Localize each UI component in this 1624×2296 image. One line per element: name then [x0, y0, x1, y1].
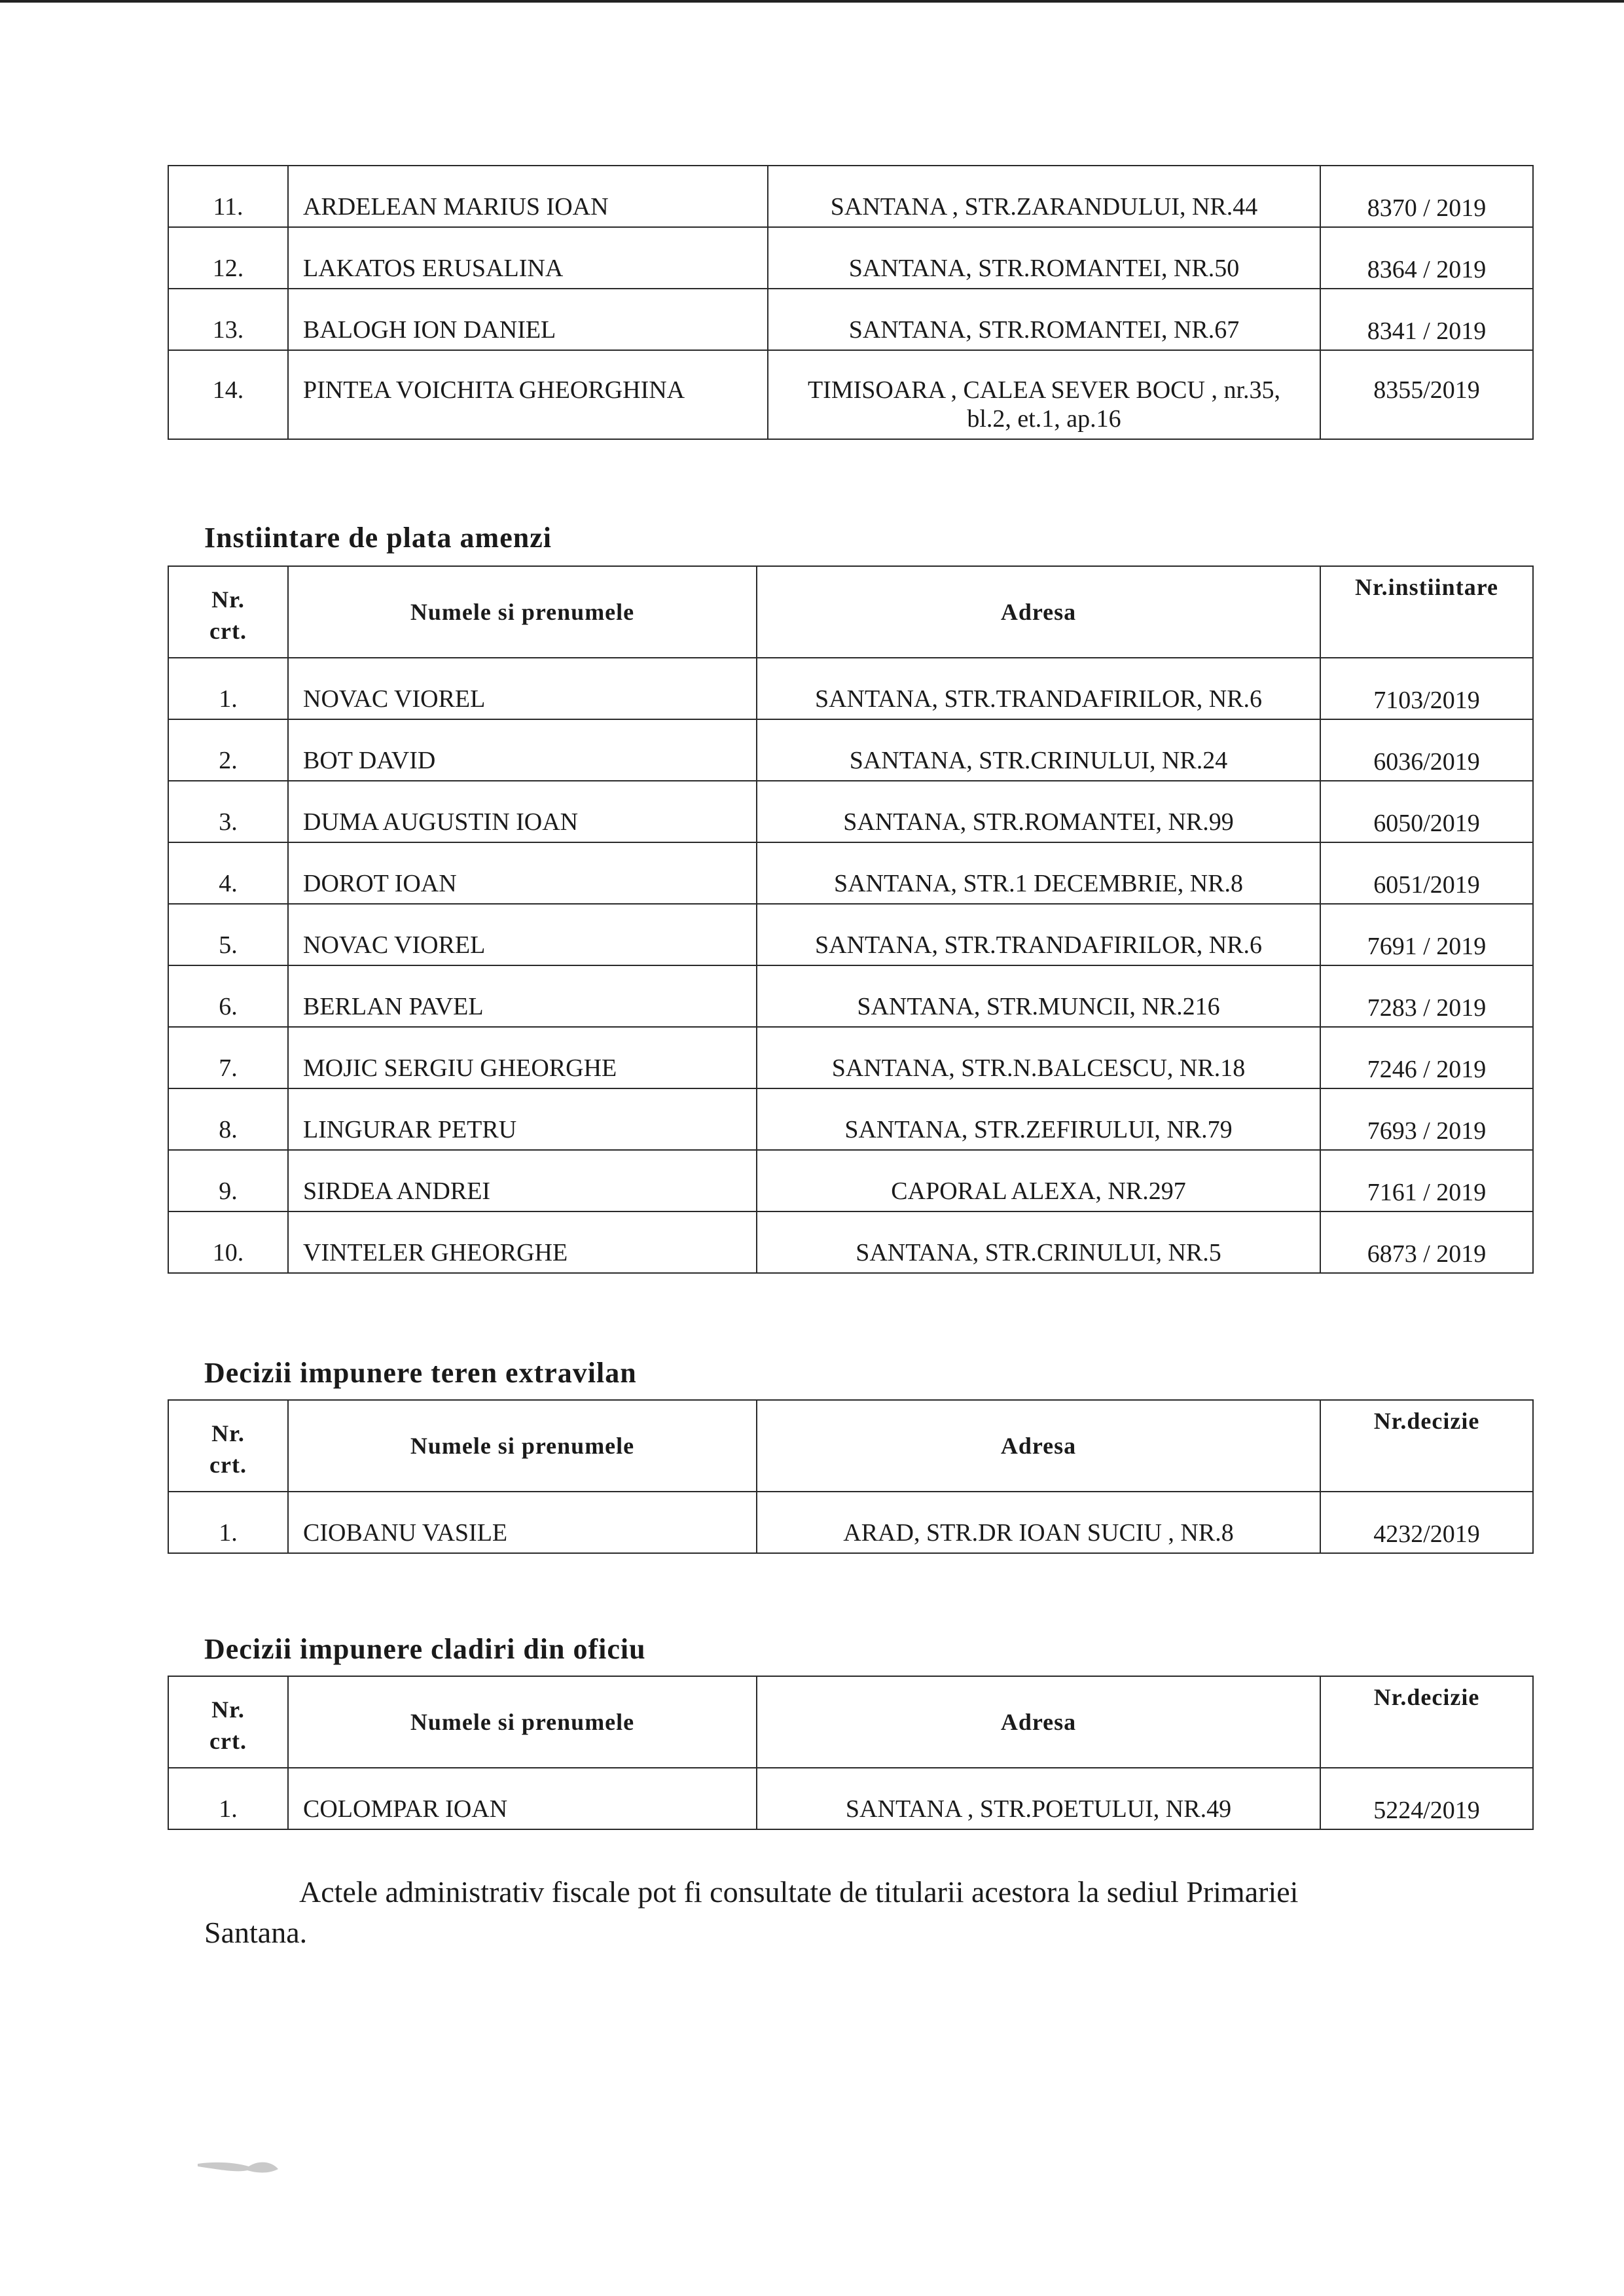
- row-address: SANTANA, STR.TRANDAFIRILOR, NR.6: [757, 904, 1320, 965]
- row-number: 8364 / 2019: [1320, 227, 1533, 289]
- row-nr: 14.: [168, 350, 288, 439]
- table-row: [168, 1088, 1533, 1150]
- row-number: 7693 / 2019: [1320, 1088, 1533, 1150]
- row-nr: 13.: [168, 289, 288, 350]
- table-row: [168, 719, 1533, 781]
- table-header-row: [168, 1400, 1533, 1492]
- table-teren: [168, 1399, 1534, 1554]
- row-nr: 10.: [168, 1211, 288, 1273]
- closing-line-2: Santana.: [204, 1916, 308, 1949]
- page-top-border: [0, 0, 1624, 3]
- header-nr: [168, 566, 288, 658]
- row-name: NOVAC VIOREL: [288, 904, 757, 965]
- row-name: SIRDEA ANDREI: [288, 1150, 757, 1211]
- table-amenzi: [168, 565, 1534, 1274]
- row-number: 4232/2019: [1320, 1492, 1533, 1553]
- header-nr-line2: crt.: [209, 1728, 247, 1754]
- row-number: 7103/2019: [1320, 658, 1533, 719]
- row-number: 7246 / 2019: [1320, 1027, 1533, 1088]
- row-number: 6050/2019: [1320, 781, 1533, 842]
- row-number: 7161 / 2019: [1320, 1150, 1533, 1211]
- table-cladiri: [168, 1676, 1534, 1830]
- row-number: 8355/2019: [1320, 350, 1533, 439]
- header-name: Numele si prenumele: [288, 1676, 757, 1768]
- row-name: BERLAN PAVEL: [288, 965, 757, 1027]
- row-nr: 7.: [168, 1027, 288, 1088]
- row-address: ARAD, STR.DR IOAN SUCIU , NR.8: [757, 1492, 1320, 1553]
- table-row: [168, 1492, 1533, 1553]
- address-line-2: bl.2, et.1, ap.16: [967, 405, 1121, 433]
- row-address: SANTANA, STR.ROMANTEI, NR.99: [757, 781, 1320, 842]
- row-number: 8341 / 2019: [1320, 289, 1533, 350]
- table-row: [168, 227, 1533, 289]
- row-nr: 1.: [168, 658, 288, 719]
- header-nr: [168, 1676, 288, 1768]
- closing-paragraph: [204, 1872, 1448, 1949]
- row-number: 6036/2019: [1320, 719, 1533, 781]
- row-address: SANTANA, STR.1 DECEMBRIE, NR.8: [757, 842, 1320, 904]
- table-row: [168, 781, 1533, 842]
- table-row: [168, 289, 1533, 350]
- header-number: Nr.instiintare: [1320, 566, 1533, 658]
- row-number: 6873 / 2019: [1320, 1211, 1533, 1273]
- row-name: MOJIC SERGIU GHEORGHE: [288, 1027, 757, 1088]
- row-address: SANTANA, STR.N.BALCESCU, NR.18: [757, 1027, 1320, 1088]
- row-address: SANTANA, STR.TRANDAFIRILOR, NR.6: [757, 658, 1320, 719]
- row-nr: 2.: [168, 719, 288, 781]
- row-address: SANTANA , STR.ZARANDULUI, NR.44: [768, 166, 1320, 227]
- row-nr: 6.: [168, 965, 288, 1027]
- row-name: LAKATOS ERUSALINA: [288, 227, 768, 289]
- row-name: ARDELEAN MARIUS IOAN: [288, 166, 768, 227]
- table-header-row: [168, 1676, 1533, 1768]
- row-name: BALOGH ION DANIEL: [288, 289, 768, 350]
- row-address: SANTANA, STR.ROMANTEI, NR.50: [768, 227, 1320, 289]
- row-number: 7691 / 2019: [1320, 904, 1533, 965]
- closing-line-1: Actele administrativ fiscale pot fi consultate de titularii acestora la sediul Primariei: [299, 1875, 1299, 1909]
- header-nr-line2: crt.: [209, 618, 247, 644]
- row-address: SANTANA, STR.CRINULUI, NR.5: [757, 1211, 1320, 1273]
- row-nr: 1.: [168, 1768, 288, 1829]
- row-name: LINGURAR PETRU: [288, 1088, 757, 1150]
- section-title-amenzi: Instiintare de plata amenzi: [204, 522, 552, 554]
- row-name: DOROT IOAN: [288, 842, 757, 904]
- section-title-teren: Decizii impunere teren extravilan: [204, 1357, 637, 1389]
- row-name: NOVAC VIOREL: [288, 658, 757, 719]
- header-address: Adresa: [757, 1676, 1320, 1768]
- row-nr: 8.: [168, 1088, 288, 1150]
- row-nr: 9.: [168, 1150, 288, 1211]
- row-number: 5224/2019: [1320, 1768, 1533, 1829]
- row-address: SANTANA , STR.POETULUI, NR.49: [757, 1768, 1320, 1829]
- header-number: Nr.decizie: [1320, 1400, 1533, 1492]
- row-number: 8370 / 2019: [1320, 166, 1533, 227]
- row-address: SANTANA, STR.CRINULUI, NR.24: [757, 719, 1320, 781]
- table-row: [168, 1211, 1533, 1273]
- scan-smudge-mark: [196, 2155, 281, 2181]
- table-row: [168, 1150, 1533, 1211]
- header-address: Adresa: [757, 1400, 1320, 1492]
- header-nr: [168, 1400, 288, 1492]
- row-address: SANTANA, STR.ZEFIRULUI, NR.79: [757, 1088, 1320, 1150]
- table-row: [168, 166, 1533, 227]
- row-address: SANTANA, STR.MUNCII, NR.216: [757, 965, 1320, 1027]
- table-row: [168, 904, 1533, 965]
- header-nr-line2: crt.: [209, 1452, 247, 1478]
- table-row: [168, 965, 1533, 1027]
- header-nr-line1: Nr.: [211, 1696, 245, 1723]
- row-name: DUMA AUGUSTIN IOAN: [288, 781, 757, 842]
- table-continued: [168, 165, 1534, 440]
- row-number: 7283 / 2019: [1320, 965, 1533, 1027]
- table-row: [168, 1768, 1533, 1829]
- row-nr: 1.: [168, 1492, 288, 1553]
- table-row: [168, 842, 1533, 904]
- row-address: SANTANA, STR.ROMANTEI, NR.67: [768, 289, 1320, 350]
- header-nr-line1: Nr.: [211, 1420, 245, 1446]
- section-title-cladiri: Decizii impunere cladiri din oficiu: [204, 1633, 646, 1665]
- row-name: VINTELER GHEORGHE: [288, 1211, 757, 1273]
- row-nr: 12.: [168, 227, 288, 289]
- header-name: Numele si prenumele: [288, 1400, 757, 1492]
- row-address: CAPORAL ALEXA, NR.297: [757, 1150, 1320, 1211]
- header-name: Numele si prenumele: [288, 566, 757, 658]
- row-nr: 3.: [168, 781, 288, 842]
- row-nr: 4.: [168, 842, 288, 904]
- table-row: [168, 350, 1533, 439]
- header-nr-line1: Nr.: [211, 586, 245, 613]
- row-address: [768, 350, 1320, 439]
- row-nr: 5.: [168, 904, 288, 965]
- table-row: [168, 658, 1533, 719]
- row-nr: 11.: [168, 166, 288, 227]
- row-name: COLOMPAR IOAN: [288, 1768, 757, 1829]
- table-row: [168, 1027, 1533, 1088]
- row-name: PINTEA VOICHITA GHEORGHINA: [288, 350, 768, 439]
- row-name: BOT DAVID: [288, 719, 757, 781]
- row-number: 6051/2019: [1320, 842, 1533, 904]
- header-number: Nr.decizie: [1320, 1676, 1533, 1768]
- row-name: CIOBANU VASILE: [288, 1492, 757, 1553]
- address-line-1: TIMISOARA , CALEA SEVER BOCU , nr.35,: [807, 376, 1281, 404]
- header-address: Adresa: [757, 566, 1320, 658]
- table-header-row: [168, 566, 1533, 658]
